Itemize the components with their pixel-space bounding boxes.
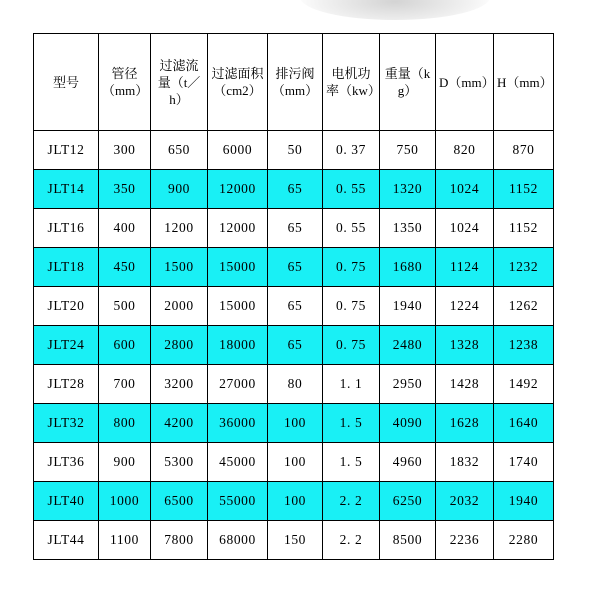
table-cell-model: JLT32 bbox=[34, 404, 99, 443]
table-cell: 100 bbox=[268, 404, 323, 443]
table-cell: 5300 bbox=[151, 443, 208, 482]
table-row bbox=[34, 209, 554, 248]
table-cell: 0. 75 bbox=[323, 326, 380, 365]
table-cell: 650 bbox=[151, 131, 208, 170]
table-cell: 6250 bbox=[380, 482, 436, 521]
table-cell: 27000 bbox=[208, 365, 268, 404]
table-cell: 1940 bbox=[494, 482, 554, 521]
table-cell: 1232 bbox=[494, 248, 554, 287]
table-cell: 4960 bbox=[380, 443, 436, 482]
table-cell: 45000 bbox=[208, 443, 268, 482]
table-cell: 1. 5 bbox=[323, 443, 380, 482]
table-cell: 1680 bbox=[380, 248, 436, 287]
table-cell: 15000 bbox=[208, 287, 268, 326]
specification-table-container bbox=[33, 33, 553, 560]
table-row bbox=[34, 521, 554, 560]
table-cell: 65 bbox=[268, 170, 323, 209]
table-cell-model: JLT12 bbox=[34, 131, 99, 170]
table-cell: 2. 2 bbox=[323, 482, 380, 521]
table-cell: 1740 bbox=[494, 443, 554, 482]
column-header-weight: 重量（kg） bbox=[380, 34, 436, 131]
table-header-row bbox=[34, 34, 554, 131]
table-cell: 700 bbox=[99, 365, 151, 404]
table-cell: 0. 55 bbox=[323, 209, 380, 248]
table-cell: 4090 bbox=[380, 404, 436, 443]
table-cell-model: JLT20 bbox=[34, 287, 99, 326]
table-cell: 65 bbox=[268, 326, 323, 365]
table-row bbox=[34, 365, 554, 404]
table-cell: 8500 bbox=[380, 521, 436, 560]
table-cell: 800 bbox=[99, 404, 151, 443]
table-cell: 150 bbox=[268, 521, 323, 560]
column-header-motor-power: 电机功率（kw） bbox=[323, 34, 380, 131]
table-cell-model: JLT14 bbox=[34, 170, 99, 209]
column-header-pipe-diameter: 管径（mm） bbox=[99, 34, 151, 131]
table-row bbox=[34, 287, 554, 326]
table-row bbox=[34, 170, 554, 209]
table-header bbox=[34, 34, 554, 131]
table-cell: 18000 bbox=[208, 326, 268, 365]
table-row bbox=[34, 326, 554, 365]
table-row bbox=[34, 443, 554, 482]
table-cell: 820 bbox=[436, 131, 494, 170]
table-cell: 1940 bbox=[380, 287, 436, 326]
table-cell: 1832 bbox=[436, 443, 494, 482]
table-cell: 1262 bbox=[494, 287, 554, 326]
table-cell: 1640 bbox=[494, 404, 554, 443]
table-cell: 1200 bbox=[151, 209, 208, 248]
table-cell: 1428 bbox=[436, 365, 494, 404]
table-cell: 600 bbox=[99, 326, 151, 365]
specification-table bbox=[33, 33, 554, 560]
table-cell-model: JLT36 bbox=[34, 443, 99, 482]
column-header-h: H（mm） bbox=[494, 34, 554, 131]
table-cell: 1328 bbox=[436, 326, 494, 365]
table-cell: 900 bbox=[99, 443, 151, 482]
table-cell-model: JLT16 bbox=[34, 209, 99, 248]
table-cell-model: JLT28 bbox=[34, 365, 99, 404]
table-cell-model: JLT24 bbox=[34, 326, 99, 365]
table-cell: 2950 bbox=[380, 365, 436, 404]
table-cell: 1492 bbox=[494, 365, 554, 404]
table-cell: 0. 75 bbox=[323, 248, 380, 287]
column-header-filter-area: 过滤面积（cm2） bbox=[208, 34, 268, 131]
table-cell: 500 bbox=[99, 287, 151, 326]
table-cell: 750 bbox=[380, 131, 436, 170]
table-cell: 0. 75 bbox=[323, 287, 380, 326]
table-cell: 2280 bbox=[494, 521, 554, 560]
table-cell: 6000 bbox=[208, 131, 268, 170]
table-row bbox=[34, 131, 554, 170]
table-cell: 1628 bbox=[436, 404, 494, 443]
table-cell: 400 bbox=[99, 209, 151, 248]
table-cell: 7800 bbox=[151, 521, 208, 560]
table-cell: 0. 37 bbox=[323, 131, 380, 170]
table-cell: 6500 bbox=[151, 482, 208, 521]
table-body bbox=[34, 131, 554, 560]
table-cell: 900 bbox=[151, 170, 208, 209]
table-cell: 55000 bbox=[208, 482, 268, 521]
table-cell: 1124 bbox=[436, 248, 494, 287]
table-cell: 80 bbox=[268, 365, 323, 404]
table-cell: 2032 bbox=[436, 482, 494, 521]
table-cell: 2000 bbox=[151, 287, 208, 326]
table-cell: 1000 bbox=[99, 482, 151, 521]
table-cell-model: JLT18 bbox=[34, 248, 99, 287]
table-cell: 1100 bbox=[99, 521, 151, 560]
table-cell: 1350 bbox=[380, 209, 436, 248]
table-cell: 350 bbox=[99, 170, 151, 209]
table-row bbox=[34, 482, 554, 521]
scan-smudge bbox=[300, 0, 490, 20]
table-row bbox=[34, 404, 554, 443]
table-cell: 100 bbox=[268, 482, 323, 521]
table-cell: 3200 bbox=[151, 365, 208, 404]
table-cell: 1152 bbox=[494, 209, 554, 248]
column-header-d: D（mm） bbox=[436, 34, 494, 131]
table-cell: 1. 5 bbox=[323, 404, 380, 443]
table-cell: 1. 1 bbox=[323, 365, 380, 404]
table-cell: 65 bbox=[268, 209, 323, 248]
table-cell: 15000 bbox=[208, 248, 268, 287]
table-cell: 1024 bbox=[436, 209, 494, 248]
table-cell: 65 bbox=[268, 248, 323, 287]
table-cell: 2480 bbox=[380, 326, 436, 365]
table-cell-model: JLT44 bbox=[34, 521, 99, 560]
column-header-drain-valve: 排污阀（mm） bbox=[268, 34, 323, 131]
table-cell: 4200 bbox=[151, 404, 208, 443]
column-header-model: 型号 bbox=[34, 34, 99, 131]
table-cell: 450 bbox=[99, 248, 151, 287]
table-cell: 1238 bbox=[494, 326, 554, 365]
table-cell: 1320 bbox=[380, 170, 436, 209]
table-cell: 68000 bbox=[208, 521, 268, 560]
table-cell: 2. 2 bbox=[323, 521, 380, 560]
table-cell: 2236 bbox=[436, 521, 494, 560]
table-row bbox=[34, 248, 554, 287]
table-cell-model: JLT40 bbox=[34, 482, 99, 521]
table-cell: 12000 bbox=[208, 170, 268, 209]
table-cell: 2800 bbox=[151, 326, 208, 365]
table-cell: 1024 bbox=[436, 170, 494, 209]
table-cell: 50 bbox=[268, 131, 323, 170]
table-cell: 1500 bbox=[151, 248, 208, 287]
table-cell: 100 bbox=[268, 443, 323, 482]
table-cell: 1152 bbox=[494, 170, 554, 209]
table-cell: 65 bbox=[268, 287, 323, 326]
table-cell: 300 bbox=[99, 131, 151, 170]
table-cell: 870 bbox=[494, 131, 554, 170]
column-header-filter-flow: 过滤流量（t／h） bbox=[151, 34, 208, 131]
table-cell: 0. 55 bbox=[323, 170, 380, 209]
table-cell: 36000 bbox=[208, 404, 268, 443]
table-cell: 12000 bbox=[208, 209, 268, 248]
table-cell: 1224 bbox=[436, 287, 494, 326]
